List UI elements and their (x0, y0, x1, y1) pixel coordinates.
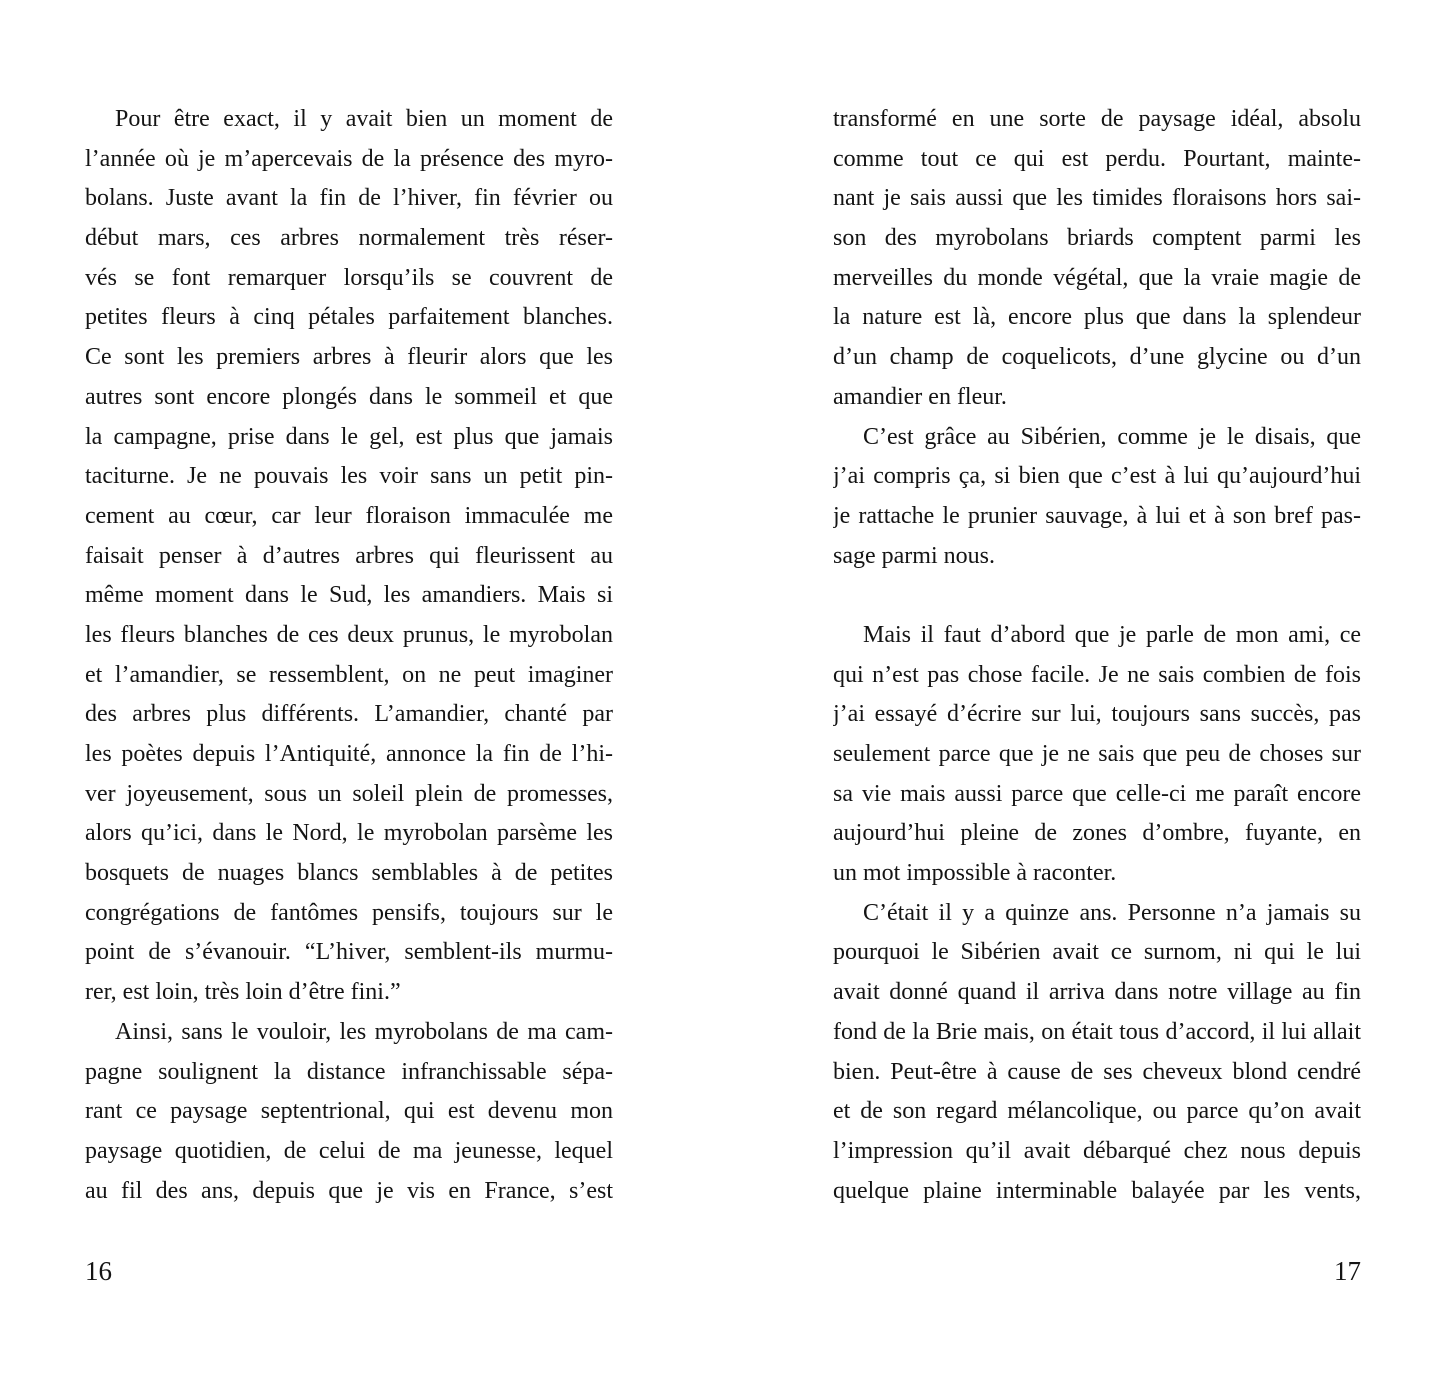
text-line: pourquoi le Sibérien avait ce surnom, ni qui le lui (833, 939, 1361, 966)
text-line: j’ai compris ça, si bien que c’est à lui qu’aujourd’hui (833, 463, 1361, 490)
text-line: et de son regard mélancolique, ou parce qu’on avait (833, 1098, 1361, 1125)
text-line: rer, est loin, très loin d’être fini.” (85, 979, 401, 1006)
text-line: d’un champ de coquelicots, d’une glycine ou d’un (833, 344, 1361, 371)
text-line: nant je sais aussi que les timides floraisons hors sai- (833, 185, 1361, 212)
text-line: faisait penser à d’autres arbres qui fleurissent au (85, 542, 613, 569)
text-line: fond de la Brie mais, on était tous d’accord, il lui allait (833, 1018, 1361, 1045)
text-line: même moment dans le Sud, les amandiers. Mais si (85, 582, 613, 609)
text-line: paysage quotidien, de celui de ma jeunesse, lequel (85, 1137, 613, 1164)
text-line: comme tout ce qui est perdu. Pourtant, mainte- (833, 145, 1361, 172)
text-line: bosquets de nuages blancs semblables à de petites (85, 860, 613, 887)
text-line: C’était il y a quinze ans. Personne n’a jamais su (863, 899, 1361, 926)
text-line: qui n’est pas chose facile. Je ne sais combien de fois (833, 661, 1361, 688)
text-line: point de s’évanouir. “L’hiver, semblent-ils murmu- (85, 939, 613, 966)
text-line: bien. Peut-être à cause de ses cheveux blond cendré (833, 1058, 1361, 1085)
page-number-left: 16 (85, 1256, 112, 1286)
text-line: et l’amandier, se ressemblent, on ne peut imaginer (85, 661, 613, 688)
section-break (833, 576, 1361, 616)
text-line: au fil des ans, depuis que je vis en France, s’est (85, 1177, 613, 1204)
text-line: Pour être exact, il y avait bien un moment de (115, 106, 613, 132)
text-line: les fleurs blanches de ces deux prunus, le myrobolan (85, 621, 613, 648)
text-line: avait donné quand il arriva dans notre village au fin (833, 979, 1361, 1006)
text-line: cement au cœur, car leur floraison immaculée me (85, 502, 613, 529)
text-line: seulement parce que je ne sais que peu de choses sur (833, 741, 1361, 767)
text-line: amandier en fleur. (833, 383, 1007, 410)
text-line: Ce sont les premiers arbres à fleurir alors que les (85, 344, 613, 371)
text-line: taciturne. Je ne pouvais les voir sans un petit pin- (85, 463, 613, 490)
text-line: autres sont encore plongés dans le sommeil et que (85, 383, 613, 410)
text-line: sa vie mais aussi parce que celle-ci me paraît encore (833, 780, 1361, 807)
text-line: sage parmi nous. (833, 542, 995, 569)
text-line: Mais il faut d’abord que je parle de mon ami, ce (863, 621, 1361, 648)
text-line: la campagne, prise dans le gel, est plus que jamais (85, 423, 613, 450)
text-line: bolans. Juste avant la fin de l’hiver, fin février ou (85, 185, 613, 212)
text-line: congrégations de fantômes pensifs, toujours sur le (85, 899, 613, 926)
text-line: Ainsi, sans le vouloir, les myrobolans de ma cam- (115, 1018, 613, 1045)
text-line: aujourd’hui pleine de zones d’ombre, fuyante, en (833, 820, 1361, 847)
text-line: quelque plaine interminable balayée par les vents, (833, 1177, 1361, 1204)
left-page (85, 100, 613, 1211)
text-line: des arbres plus différents. L’amandier, chanté par (85, 701, 613, 728)
text-line: rant ce paysage septentrional, qui est devenu mon (85, 1098, 613, 1125)
text-line: petites fleurs à cinq pétales parfaitement blanches. (85, 304, 613, 331)
page-number-right: 17 (1334, 1256, 1361, 1286)
text-line: un mot impossible à raconter. (833, 860, 1117, 887)
text-line: son des myrobolans briards comptent parmi les (833, 225, 1361, 252)
text-line: C’est grâce au Sibérien, comme je le disais, que (863, 423, 1361, 450)
text-line: j’ai essayé d’écrire sur lui, toujours sans succès, pas (833, 701, 1361, 728)
text-line: vés se font remarquer lorsqu’ils se couvrent de (85, 264, 613, 291)
text-line: ver joyeusement, sous un soleil plein de promesses, (85, 780, 613, 807)
text-line: l’année où je m’apercevais de la présence des myro- (85, 145, 613, 172)
text-line: l’impression qu’il avait débarqué chez nous depuis (833, 1137, 1361, 1164)
text-line: les poètes depuis l’Antiquité, annonce la fin de l’hi- (85, 741, 613, 767)
text-line: merveilles du monde végétal, que la vraie magie de (833, 264, 1361, 291)
text-line: la nature est là, encore plus que dans la splendeur (833, 304, 1361, 331)
text-line: début mars, ces arbres normalement très réser- (85, 225, 613, 252)
text-line: pagne soulignent la distance infranchissable sépa- (85, 1058, 613, 1085)
text-line: alors qu’ici, dans le Nord, le myrobolan parsème les (85, 820, 613, 847)
text-line: je rattache le prunier sauvage, à lui et à son bref pas- (833, 502, 1361, 529)
text-line: transformé en une sorte de paysage idéal, absolu (833, 106, 1361, 132)
right-page (833, 100, 1361, 1211)
